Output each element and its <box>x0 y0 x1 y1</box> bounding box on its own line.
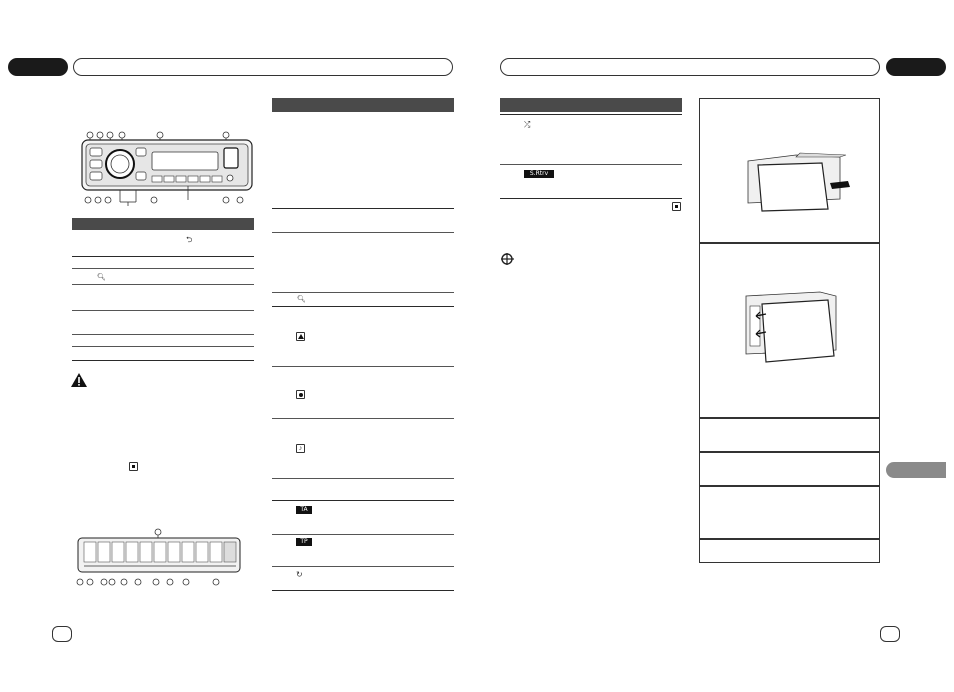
middle-table-rule <box>272 306 454 307</box>
middle-table-rule <box>272 366 454 367</box>
right-table-rule <box>500 164 682 165</box>
warning-icon <box>70 372 88 388</box>
left-table-rule <box>72 256 254 257</box>
stop-icon <box>672 202 681 211</box>
right-table-header <box>500 98 682 112</box>
repeat-icon: ↻ <box>296 570 303 579</box>
middle-table-rule <box>272 292 454 293</box>
front-panel-removal-panel <box>699 98 880 243</box>
right-note-box <box>699 452 880 486</box>
search-icon: 🔍︎ <box>97 274 106 281</box>
sound-retriever-indicator: S.Rtrv <box>524 170 554 178</box>
important-icon <box>500 252 516 266</box>
front-panel-removal-illustration <box>700 99 879 242</box>
left-table-rule <box>72 268 254 269</box>
middle-table-header <box>272 98 454 112</box>
middle-table-rule <box>272 534 454 535</box>
right-note-box <box>699 418 880 452</box>
middle-table-rule <box>272 566 454 567</box>
right-table-rule <box>500 198 682 199</box>
right-note-box <box>699 539 880 563</box>
right-table-rule <box>500 114 682 115</box>
middle-table-rule <box>272 232 454 233</box>
left-table-rule <box>72 334 254 335</box>
left-table-rule <box>72 284 254 285</box>
right-page-number-box <box>880 626 900 642</box>
left-header-bar <box>73 58 453 76</box>
head-unit-illustration <box>76 120 258 212</box>
display-illustration <box>76 526 246 590</box>
middle-table-rule <box>272 208 454 209</box>
return-arrow-icon: ⮌ <box>186 235 193 244</box>
ta-indicator: TA <box>296 506 312 514</box>
section-tab <box>886 462 946 478</box>
left-table-rule <box>72 360 254 361</box>
front-panel-attach-panel <box>699 243 880 418</box>
search-icon: 🔍︎ <box>297 296 306 303</box>
tp-indicator: TP <box>296 538 312 546</box>
shuffle-icon: ⤮ <box>524 120 531 129</box>
stop-icon <box>129 462 138 471</box>
left-page-number-box <box>52 626 72 642</box>
right-note-box <box>699 486 880 539</box>
music-note-icon: ♪ <box>296 444 305 453</box>
middle-table-rule <box>272 500 454 501</box>
left-table-rule <box>72 346 254 347</box>
left-table-rule <box>72 310 254 311</box>
disc-icon <box>296 390 305 399</box>
middle-table-rule <box>272 590 454 591</box>
middle-table-rule <box>272 418 454 419</box>
ipod-icon <box>296 332 305 341</box>
left-section-pill <box>8 58 68 76</box>
middle-table-rule <box>272 478 454 479</box>
right-header-bar <box>500 58 880 76</box>
front-panel-attach-illustration <box>700 244 879 417</box>
right-section-pill <box>886 58 946 76</box>
left-table-header <box>72 218 254 230</box>
